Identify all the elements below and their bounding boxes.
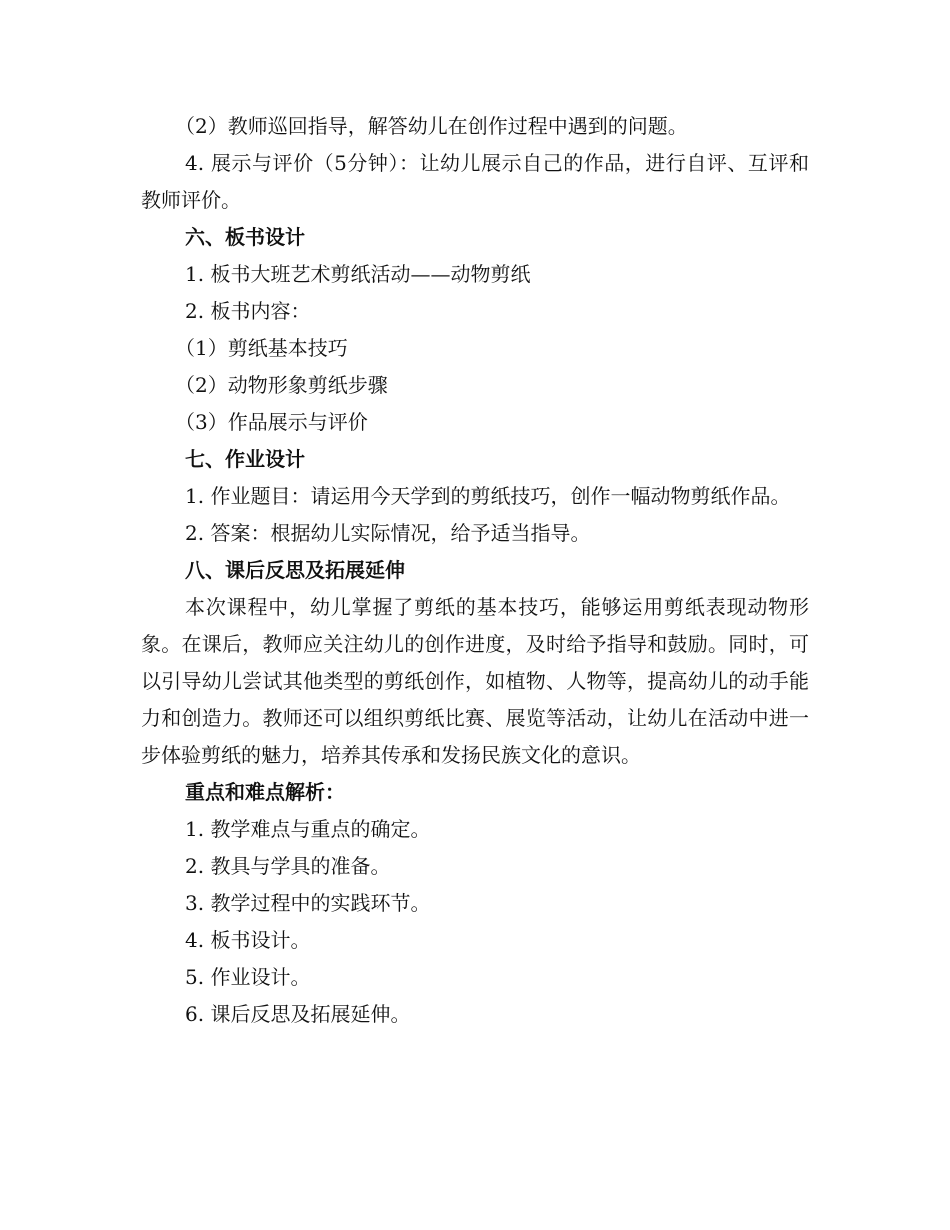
document-content (141, 108, 809, 1033)
key-point-2: 2. 教具与学具的准备。 (185, 854, 391, 878)
board-item-1: 1. 板书大班艺术剪纸活动——动物剪纸 (185, 262, 531, 286)
section-heading-homework: 七、作业设计 (185, 447, 305, 471)
key-point-5: 5. 作业设计。 (185, 965, 311, 989)
key-point-6: 6. 课后反思及拓展延伸。 (185, 1002, 411, 1026)
board-subitem-3: （3）作品展示与评价 (175, 410, 368, 434)
board-subitem-1: （1）剪纸基本技巧 (175, 336, 348, 360)
section-heading-board-design: 六、板书设计 (185, 225, 305, 249)
key-point-3: 3. 教学过程中的实践环节。 (185, 891, 431, 915)
teaching-guidance-line: （2）教师巡回指导，解答幼儿在创作过程中遇到的问题。 (175, 114, 688, 138)
display-evaluation-line: 4. 展示与评价（5分钟）：让幼儿展示自己的作品，进行自评、互评和教师评价。 (141, 151, 809, 212)
homework-item-1: 1. 作业题目：请运用今天学到的剪纸技巧，创作一幅动物剪纸作品。 (185, 484, 791, 508)
key-point-1: 1. 教学难点与重点的确定。 (185, 817, 431, 841)
homework-item-2: 2. 答案：根据幼儿实际情况，给予适当指导。 (185, 521, 591, 545)
section-heading-reflection: 八、课后反思及拓展延伸 (185, 558, 405, 582)
board-item-2: 2. 板书内容： (185, 299, 311, 323)
key-point-4: 4. 板书设计。 (185, 928, 311, 952)
board-subitem-2: （2）动物形象剪纸步骤 (175, 373, 388, 397)
reflection-paragraph: 本次课程中，幼儿掌握了剪纸的基本技巧，能够运用剪纸表现动物形象。在课后，教师应关注幼儿的创作进度，及时给予指导和鼓励。同时，可以引导幼儿尝试其他类型的剪纸创作，如植物、人物等，提高幼儿的动手能力和创造力。教师还可以组织剪纸比赛、展览等活动，让幼儿在活动中进一步体验剪纸的魅力，培养其传承和发扬民族文化的意识。 (141, 595, 809, 767)
section-heading-key-points: 重点和难点解析： (185, 780, 345, 804)
